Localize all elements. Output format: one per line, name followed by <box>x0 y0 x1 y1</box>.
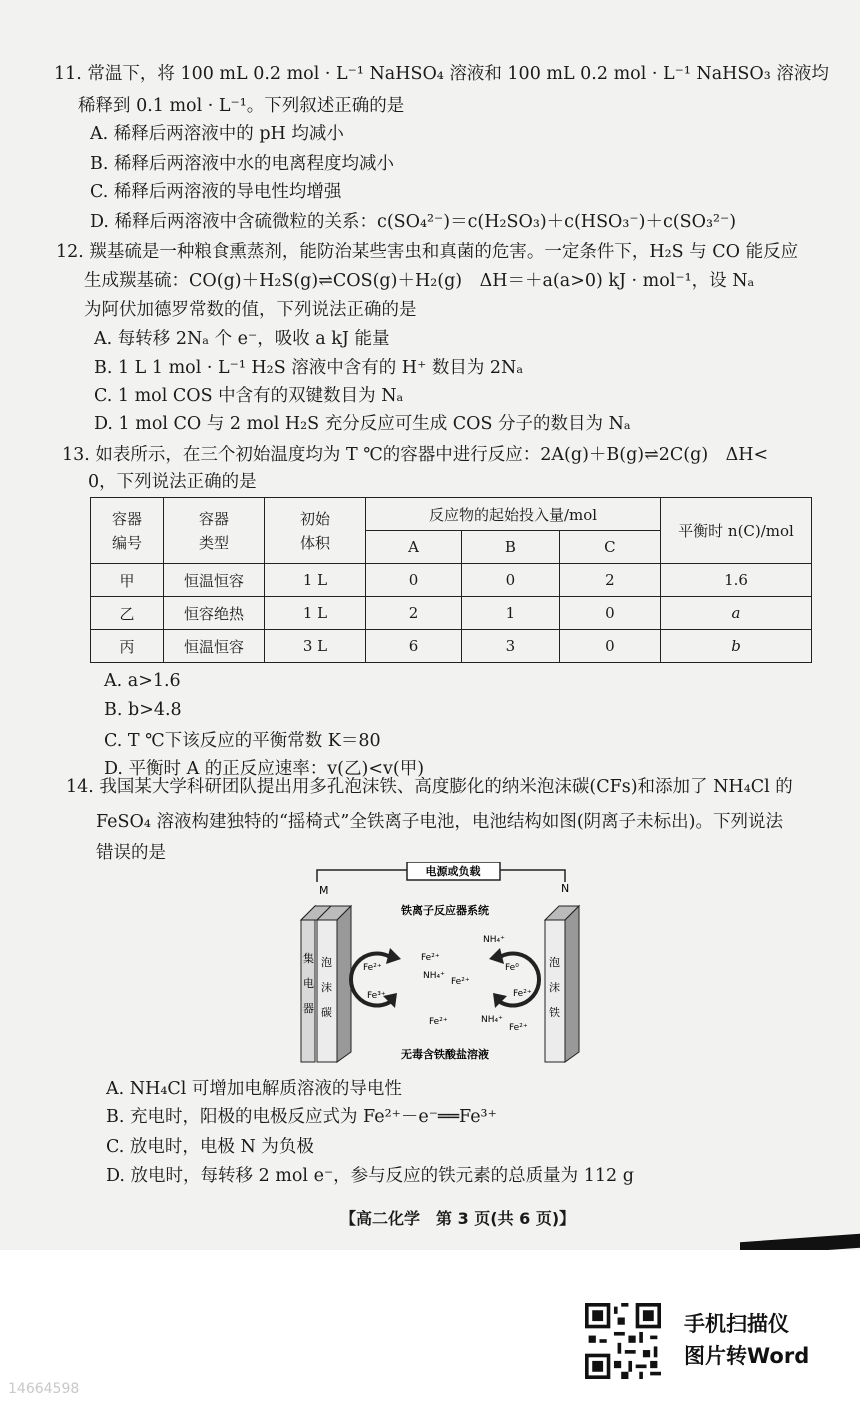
col-header-type: 容器 类型 <box>164 498 265 564</box>
battery-diagram-svg <box>295 862 595 1072</box>
q14-option-d: D. 放电时，每转移 2 mol e⁻，参与反应的铁元素的总质量为 112 g <box>106 1166 634 1186</box>
qr-code-icon[interactable] <box>585 1303 661 1379</box>
q12-option-c: C. 1 mol COS 中含有的双键数目为 Nₐ <box>94 386 404 406</box>
table-cell: b <box>661 630 812 663</box>
power-label: 电源或负载 <box>425 865 481 878</box>
svg-text:Fe²⁺: Fe²⁺ <box>509 1023 528 1033</box>
table-cell: 甲 <box>91 564 164 597</box>
svg-text:Fe³⁺: Fe³⁺ <box>367 991 386 1001</box>
table-cell: 1 L <box>265 597 366 630</box>
svg-text:NH₄⁺: NH₄⁺ <box>423 971 445 981</box>
battery-diagram <box>295 862 595 1072</box>
q11-option-c: C. 稀释后两溶液的导电性均增强 <box>90 182 342 202</box>
scanner-line2: 图片转Word <box>684 1344 810 1368</box>
q14-stem-line1: 14. 我国某大学科研团队提出用多孔泡沫铁、高度膨化的纳米泡沫碳(CFs)和添加了 NH₄Cl 的 <box>66 777 793 797</box>
q14-stem-line2: FeSO₄ 溶液构建独特的“摇椅式”全铁离子电池，电池结构如图(阴离子未标出)。下列说法 <box>96 812 784 832</box>
svg-text:Fe²⁺: Fe²⁺ <box>429 1017 448 1027</box>
q12-option-d: D. 1 mol CO 与 2 mol H₂S 充分反应可生成 COS 分子的数目为 Nₐ <box>94 414 631 434</box>
svg-text:Fe²⁺: Fe²⁺ <box>363 963 382 973</box>
table-cell: 0 <box>462 564 560 597</box>
q14-option-c: C. 放电时，电极 N 为负极 <box>106 1137 314 1157</box>
table-cell: 乙 <box>91 597 164 630</box>
q13-option-d: D. 平衡时 A 的正反应速率：v(乙)<v(甲) <box>104 759 425 779</box>
table-cell: 0 <box>366 564 462 597</box>
table-cell: 恒温恒容 <box>164 630 265 663</box>
table-cell: 1 L <box>265 564 366 597</box>
page-footer: 【高二化学 第 3 页(共 6 页)】 <box>340 1209 576 1228</box>
q11-option-a: A. 稀释后两溶液中的 pH 均减小 <box>90 124 344 144</box>
q13-stem-line1: 13. 如表所示，在三个初始温度均为 T ℃的容器中进行反应：2A(g)＋B(g)⇌2C(g) ΔH< <box>62 445 769 465</box>
table-cell: 丙 <box>91 630 164 663</box>
foam-iron-label: 泡沫铁 <box>549 956 560 1019</box>
sub-header-b: B <box>462 531 560 564</box>
table-row <box>91 630 812 663</box>
table-cell: 0 <box>559 630 660 663</box>
table-cell: 2 <box>559 564 660 597</box>
ion-labels <box>363 935 532 1033</box>
table-cell: 6 <box>366 630 462 663</box>
collector-label: 集电器 <box>303 952 314 1015</box>
col-header-volume: 初始 体积 <box>265 498 366 564</box>
scanner-brand <box>684 1308 809 1372</box>
q13-option-c: C. T ℃下该反应的平衡常数 K＝80 <box>104 731 381 751</box>
sub-header-a: A <box>366 531 462 564</box>
q13-option-b: B. b>4.8 <box>104 700 182 720</box>
svg-text:Fe²⁺: Fe²⁺ <box>421 953 440 963</box>
table-row <box>91 597 812 630</box>
table-cell: 3 <box>462 630 560 663</box>
table-cell: 恒容绝热 <box>164 597 265 630</box>
q12-stem-line1: 12. 羰基硫是一种粮食熏蒸剂，能防治某些害虫和真菌的危害。一定条件下，H₂S 与 CO 能反应 <box>56 242 799 262</box>
scanner-line1: 手机扫描仪 <box>684 1312 789 1336</box>
q14-option-b: B. 充电时，阳极的电极反应式为 Fe²⁺－e⁻══Fe³⁺ <box>106 1107 497 1127</box>
svg-text:NH₄⁺: NH₄⁺ <box>481 1015 503 1025</box>
svg-text:Fe⁰: Fe⁰ <box>505 963 519 973</box>
col-header-number: 容器 编号 <box>91 498 164 564</box>
table-cell: 2 <box>366 597 462 630</box>
q12-stem-line2: 生成羰基硫：CO(g)＋H₂S(g)⇌COS(g)＋H₂(g) ΔH＝＋a(a>0) kJ · mol⁻¹，设 Nₐ <box>84 271 755 291</box>
q12-option-a: A. 每转移 2Nₐ 个 e⁻，吸收 a kJ 能量 <box>94 329 390 349</box>
q12-stem-line3: 为阿伏加德罗常数的值，下列说法正确的是 <box>84 300 417 320</box>
table-cell: 0 <box>559 597 660 630</box>
q14-stem-line3: 错误的是 <box>96 843 166 863</box>
q11-option-d: D. 稀释后两溶液中含硫微粒的关系：c(SO₄²⁻)＝c(H₂SO₃)＋c(HSO₃⁻)＋c(SO₃²⁻) <box>90 212 737 232</box>
sub-header-c: C <box>559 531 660 564</box>
q11-stem-line2: 稀释到 0.1 mol · L⁻¹。下列叙述正确的是 <box>78 96 405 116</box>
q12-option-b: B. 1 L 1 mol · L⁻¹ H₂S 溶液中含有的 H⁺ 数目为 2Nₐ <box>94 358 524 378</box>
svg-text:NH₄⁺: NH₄⁺ <box>483 935 505 945</box>
solution-label: 无毒含铁酸盐溶液 <box>401 1048 489 1061</box>
watermark-id: 14664598 <box>8 1381 80 1397</box>
q13-option-a: A. a>1.6 <box>104 671 181 691</box>
q11-stem-line1: 11. 常温下，将 100 mL 0.2 mol · L⁻¹ NaHSO₄ 溶液和 100 mL 0.2 mol · L⁻¹ NaHSO₃ 溶液均 <box>54 64 829 84</box>
system-label: 铁离子反应器系统 <box>401 904 489 917</box>
table-cell: 3 L <box>265 630 366 663</box>
foam-carbon-label: 泡沫碳 <box>321 956 332 1019</box>
q13-stem-line2: 0，下列说法正确的是 <box>88 472 257 492</box>
col-header-initial-amount: 反应物的起始投入量/mol <box>366 498 661 531</box>
svg-text:Fe²⁺: Fe²⁺ <box>513 989 532 999</box>
electrode-n-label: N <box>561 882 570 895</box>
table-cell: 1 <box>462 597 560 630</box>
table-cell: 1.6 <box>661 564 812 597</box>
electrode-m-label: M <box>319 884 329 897</box>
col-header-equilibrium: 平衡时 n(C)/mol <box>661 498 812 564</box>
svg-text:Fe²⁺: Fe²⁺ <box>451 977 470 987</box>
table-row <box>91 564 812 597</box>
table-cell: a <box>661 597 812 630</box>
table-cell: 恒温恒容 <box>164 564 265 597</box>
q11-option-b: B. 稀释后两溶液中水的电离程度均减小 <box>90 154 394 174</box>
q14-option-a: A. NH₄Cl 可增加电解质溶液的导电性 <box>106 1079 402 1099</box>
q13-data-table <box>90 497 812 663</box>
